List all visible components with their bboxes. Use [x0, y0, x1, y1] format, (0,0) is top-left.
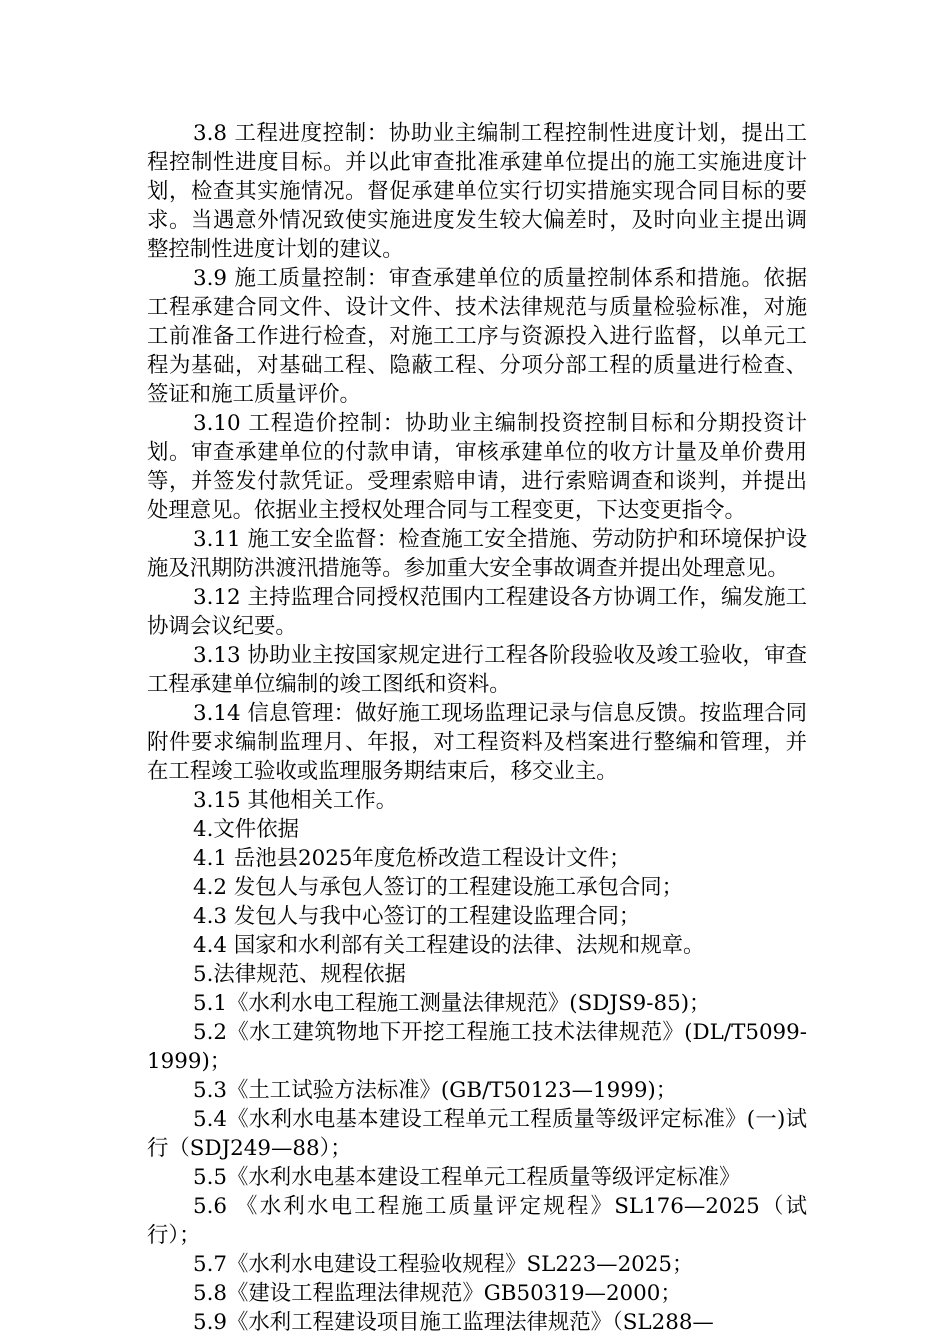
paragraph-5-3: 5.3《土工试验方法标准》(GB/T50123—1999)；: [193, 1078, 678, 1103]
paragraph-3-12: 3.12 主持监理合同授权范围内工程建设各方协调工作，编发施工协调会议纪要。: [147, 585, 807, 639]
paragraph-3-10: 3.10 工程造价控制：协助业主编制投资控制目标和分期投资计划。审查承建单位的付款申请，审核承建单位的收方计量及单价费用等，并签发付款凭证。受理索赔申请，进行索赔调查和谈判，并提出处理意见。依据业主授权处理合同与工程变更，下达变更指令。: [147, 411, 807, 523]
paragraph-4-3: 4.3 发包人与我中心签订的工程建设监理合同；: [193, 904, 641, 929]
paragraph-5-1: 5.1《水利水电工程施工测量法律规范》(SDJS9-85)；: [193, 991, 711, 1016]
paragraph-4-2: 4.2 发包人与承包人签订的工程建设施工承包合同；: [193, 875, 684, 900]
paragraph-5-8: 5.8《建设工程监理法律规范》GB50319—2000；: [193, 1281, 682, 1306]
paragraph-3-13: 3.13 协助业主按国家规定进行工程各阶段验收及竣工验收，审查工程承建单位编制的竣工图纸和资料。: [147, 643, 807, 697]
paragraph-5-9: 5.9《水利工程建设项目施工监理法律规范》（SL288—: [193, 1310, 714, 1335]
paragraph-4-1: 4.1 岳池县2025年度危桥改造工程设计文件；: [193, 846, 631, 871]
paragraph-5-5: 5.5《水利水电基本建设工程单元工程质量等级评定标准》: [193, 1165, 741, 1190]
paragraph-5-2: 5.2《水工建筑物地下开挖工程施工技术法律规范》(DL/T5099-1999)；: [147, 1020, 807, 1074]
paragraph-5-6: 5.6 《水利水电工程施工质量评定规程》SL176—2025（试行）；: [147, 1194, 807, 1248]
paragraph-5-4: 5.4《水利水电基本建设工程单元工程质量等级评定标准》(一)试行（SDJ249—88）；: [147, 1107, 807, 1161]
document-page: [147, 119, 807, 1337]
paragraph-3-14: 3.14 信息管理：做好施工现场监理记录与信息反馈。按监理合同附件要求编制监理月、年报，对工程资料及档案进行整编和管理，并在工程竣工验收或监理服务期结束后，移交业主。: [147, 701, 807, 784]
paragraph-3-9: 3.9 施工质量控制：审查承建单位的质量控制体系和措施。依据工程承建合同文件、设计文件、技术法律规范与质量检验标准，对施工前准备工作进行检查，对施工工序与资源投入进行监督，以单元工程为基础，对基础工程、隐蔽工程、分项分部工程的质量进行检查、签证和施工质量评价。: [147, 266, 807, 407]
paragraph-3-11: 3.11 施工安全监督：检查施工安全措施、劳动防护和环境保护设施及汛期防洪渡汛措施等。参加重大安全事故调查并提出处理意见。: [147, 527, 807, 581]
section-heading-4: 4.文件依据: [193, 817, 299, 842]
paragraph-5-7: 5.7《水利水电建设工程验收规程》SL223—2025；: [193, 1252, 694, 1277]
paragraph-4-4: 4.4 国家和水利部有关工程建设的法律、法规和规章。: [193, 933, 705, 958]
section-heading-5: 5.法律规范、规程依据: [193, 962, 406, 987]
paragraph-3-8: 3.8 工程进度控制：协助业主编制工程控制性进度计划，提出工程控制性进度目标。并以此审查批准承建单位提出的施工实施进度计划，检查其实施情况。督促承建单位实行切实措施实现合同目标的要求。当遇意外情况致使实施进度发生较大偏差时，及时向业主提出调整控制性进度计划的建议。: [147, 121, 807, 262]
paragraph-3-15: 3.15 其他相关工作。: [193, 788, 398, 813]
